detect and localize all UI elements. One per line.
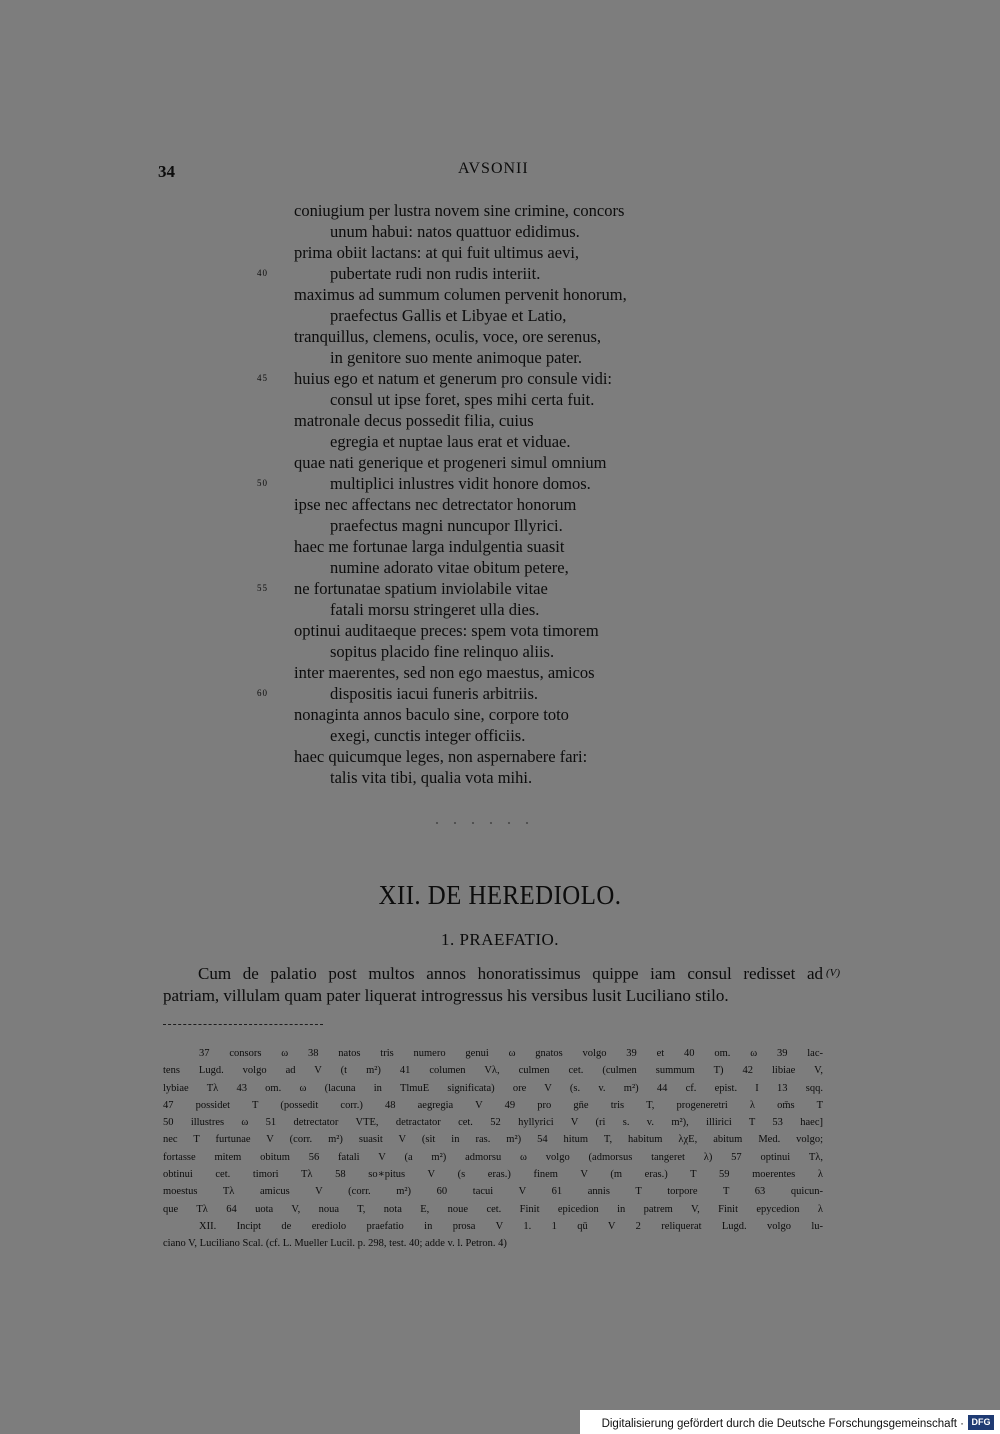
verse-line xyxy=(0,704,1000,725)
verse-text: talis vita tibi, qualia vota mihi. xyxy=(330,768,533,787)
verse-text: egregia et nuptae laus erat et viduae. xyxy=(330,432,571,451)
verse-line xyxy=(0,494,1000,515)
prose-paragraph xyxy=(163,963,823,1007)
apparatus-line: tens Lugd. volgo ad V (t m²) 41 columen Vλ, culmen cet. (culmen summum T) 42 libiae V, xyxy=(163,1065,823,1077)
verse-text: tranquillus, clemens, oculis, voce, ore serenus, xyxy=(294,327,601,346)
verse-line xyxy=(0,347,1000,368)
verse-line xyxy=(0,389,1000,410)
verse-line xyxy=(0,578,1000,599)
apparatus-line: lybiae Tλ 43 om. ω (lacuna in TlmuE significata) ore V (s. v. m²) 44 cf. epist. I 13 sqq. xyxy=(163,1082,823,1094)
apparatus-line: 47 possidet T (possedit corr.) 48 aegregia V 49 pro gn̄e tris T, progeneretri λ om̄s T xyxy=(163,1099,823,1111)
verse-line xyxy=(0,683,1000,704)
apparatus-line: nec T furtunae V (corr. m²) suasit V (sit in ras. m²) 54 hitum T, habitum λχE, abitum Med. volgo; xyxy=(163,1134,823,1146)
verse-line xyxy=(0,221,1000,242)
verse-line xyxy=(0,284,1000,305)
verse-text: ipse nec affectans nec detrectator honorum xyxy=(294,495,577,514)
verse-line xyxy=(0,452,1000,473)
verse-line xyxy=(0,725,1000,746)
verse-text: optinui auditaeque preces: spem vota timorem xyxy=(294,621,599,640)
page-number: 34 xyxy=(158,162,175,181)
verse-line xyxy=(0,200,1000,221)
verse-line xyxy=(0,368,1000,389)
verse-line xyxy=(0,599,1000,620)
section-subtitle: 1. PRAEFATIO. xyxy=(440,930,560,949)
apparatus-rule xyxy=(163,1024,323,1025)
section-divider xyxy=(428,822,538,824)
verse-text: inter maerentes, sed non ego maestus, amicos xyxy=(294,663,595,682)
apparatus-line: que Tλ 64 uota V, noua T, nota E, noue cet. Finit epicedion in patrem V, Finit epycedion λ xyxy=(163,1203,823,1215)
apparatus-line: XII. Incipt de erediolo praefatio in prosa V 1. 1 qū V 2 reliquerat Lugd. volgo lu- xyxy=(199,1220,823,1232)
verse-line xyxy=(0,620,1000,641)
verse-text: in genitore suo mente animoque pater. xyxy=(330,348,583,367)
verse-line xyxy=(0,242,1000,263)
verse-line xyxy=(0,410,1000,431)
section-title: XII. DE HEREDIOLO. xyxy=(378,880,622,910)
verse-line xyxy=(0,536,1000,557)
verse-line xyxy=(0,557,1000,578)
verse-text: huius ego et natum et generum pro consule vidi: xyxy=(294,369,613,388)
critical-apparatus xyxy=(163,1045,823,1253)
verse-text: ne fortunatae spatium inviolabile vitae xyxy=(294,579,548,598)
verse-text: coniugium per lustra novem sine crimine, concors xyxy=(294,201,625,220)
verse-text: unum habui: natos quattuor edidimus. xyxy=(330,222,580,241)
verse-line xyxy=(0,515,1000,536)
verse-text: haec me fortunae larga indulgentia suasit xyxy=(294,537,565,556)
verse-text: haec quicumque leges, non aspernabere fari: xyxy=(294,747,588,766)
verse-line xyxy=(0,662,1000,683)
verse-text: pubertate rudi non rudis interiit. xyxy=(330,264,541,283)
line-number: 60 xyxy=(257,688,268,698)
verse-block xyxy=(0,200,1000,788)
verse-line xyxy=(0,767,1000,788)
line-number: 40 xyxy=(257,268,268,278)
prose-line: Cum de palatio post multos annos honoratissimus quippe iam consul redisset ad xyxy=(198,964,823,983)
verse-text: maximus ad summum columen pervenit honorum, xyxy=(294,285,627,304)
apparatus-line: 50 illustres ω 51 detrectator VTE, detractator cet. 52 hyllyrici V (ri s. v. m²), illirici T 53 haec] xyxy=(163,1117,823,1129)
dfg-logo-icon: DFG xyxy=(968,1415,994,1430)
verse-text: prima obiit lactans: at qui fuit ultimus aevi, xyxy=(294,243,580,262)
verse-text: quae nati generique et progeneri simul omnium xyxy=(294,453,607,472)
verse-text: matronale decus possedit filia, cuius xyxy=(294,411,534,430)
line-number: 55 xyxy=(257,583,268,593)
apparatus-line: ciano V, Luciliano Scal. (cf. L. Mueller Lucil. p. 298, test. 40; adde v. l. Petron. 4) xyxy=(163,1238,507,1250)
verse-line xyxy=(0,473,1000,494)
apparatus-line: fortasse mitem obitum 56 fatali V (a m²) admorsu ω volgo (admorsus tangeret λ) 57 optinui Tλ, xyxy=(163,1151,823,1163)
verse-line xyxy=(0,431,1000,452)
verse-line xyxy=(0,641,1000,662)
margin-siglum: (V) xyxy=(826,967,841,979)
verse-text: nonaginta annos baculo sine, corpore toto xyxy=(294,705,569,724)
footer-credit: Digitalisierung gefördert durch die Deutsche Forschungsgemeinschaft · xyxy=(601,1418,964,1430)
verse-text: exegi, cunctis integer officiis. xyxy=(330,726,526,745)
apparatus-line: 37 consors ω 38 natos tris numero genui ω gnatos volgo 39 et 40 om. ω 39 lac- xyxy=(199,1048,823,1059)
verse-text: sopitus placido fine relinquo aliis. xyxy=(330,642,555,661)
prose-line: patriam, villulam quam pater liquerat introgressus his versibus lusit Luciliano stilo. xyxy=(163,986,729,1005)
apparatus-line: obtinui cet. timori Tλ 58 so∗pitus V (s eras.) finem V (m eras.) T 59 moerentes λ xyxy=(163,1169,823,1181)
verse-line xyxy=(0,746,1000,767)
verse-text: dispositis iacui funeris arbitriis. xyxy=(330,684,539,703)
line-number: 50 xyxy=(257,478,268,488)
line-number: 45 xyxy=(257,373,268,383)
verse-text: fatali morsu stringeret ulla dies. xyxy=(330,600,540,619)
verse-line xyxy=(0,326,1000,347)
verse-text: praefectus Gallis et Libyae et Latio, xyxy=(330,306,567,325)
verse-text: consul ut ipse foret, spes mihi certa fuit. xyxy=(330,390,595,409)
apparatus-line: moestus Tλ amicus V (corr. m²) 60 tacui V 61 annis T torpore T 63 quicun- xyxy=(163,1186,823,1198)
verse-text: numine adorato vitae obitum petere, xyxy=(330,558,569,577)
verse-text: praefectus magni nuncupor Illyrici. xyxy=(330,516,563,535)
verse-text: multiplici inlustres vidit honore domos. xyxy=(330,474,591,493)
running-title: AVSONII xyxy=(458,160,529,177)
verse-line xyxy=(0,305,1000,326)
verse-line xyxy=(0,263,1000,284)
